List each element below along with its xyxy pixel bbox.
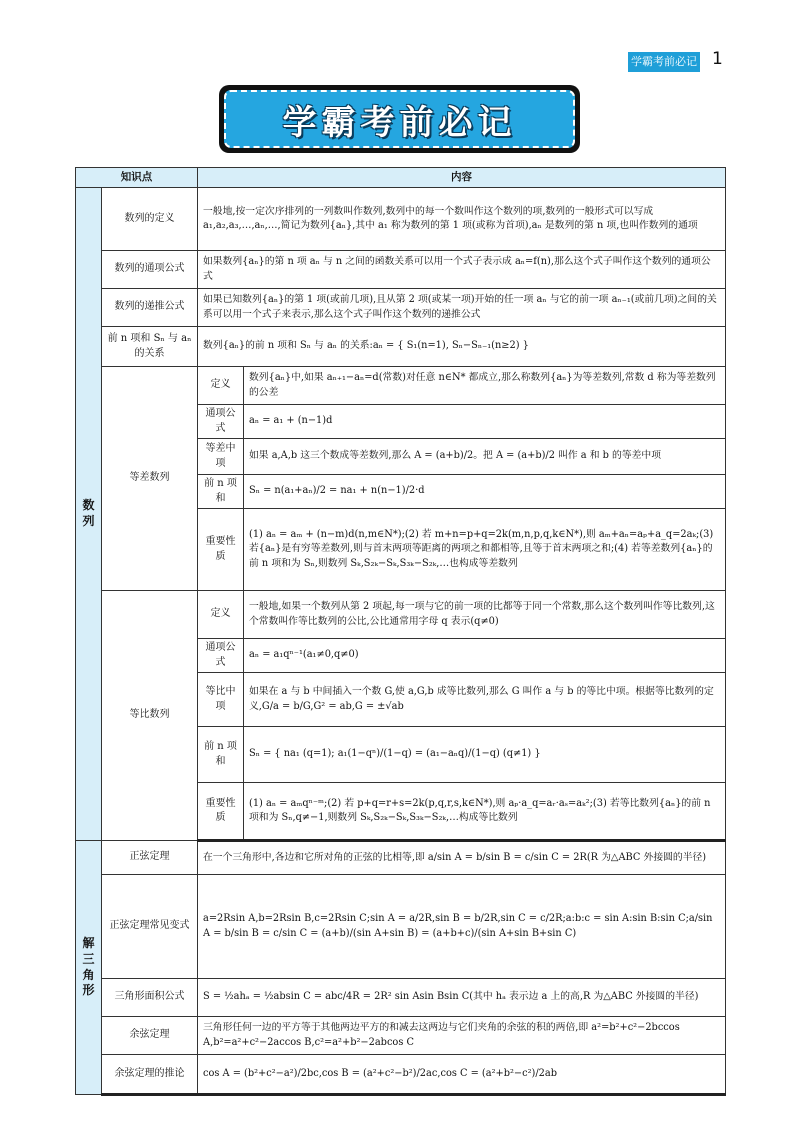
topic-cell: 数列的递推公式 bbox=[102, 289, 198, 327]
table-row bbox=[76, 979, 726, 1017]
topic-cell: 前 n 项和 Sₙ 与 aₙ 的关系 bbox=[102, 327, 198, 367]
content-cell: cos A = (b²+c²−a²)/2bc,cos B = (a²+c²−b²)/2ac,cos C = (a²+b²−c²)/2ab bbox=[198, 1055, 726, 1095]
content-cell: 如果在 a 与 b 中间插入一个数 G,使 a,G,b 成等比数列,那么 G 叫作 a 与 b 的等比中项。根据等比数列的定义,G/a = b/G,G² = ab,G = ±√ab bbox=[244, 673, 726, 727]
content-cell: a=2Rsin A,b=2Rsin B,c=2Rsin C;sin A = a/2R,sin B = b/2R,sin C = c/2R;a:b:c = sin A:sin B:sin C;a/sin A = b/sin B = c/sin C = (a+b)/(sin A+sin B) = (a+b+c)/(sin A+sin B+sin C) bbox=[198, 875, 726, 979]
section-tag: 学霸考前必记 bbox=[628, 52, 700, 72]
subtopic-cell: 定义 bbox=[198, 591, 244, 639]
category-triangle: 解三角形 bbox=[76, 841, 102, 1095]
page-title: 学霸考前必记 bbox=[282, 102, 517, 143]
content-cell: 一般地,如果一个数列从第 2 项起,每一项与它的前一项的比都等于同一个常数,那么这个数列叫作等比数列,这个常数叫作等比数列的公比,公比通常用字母 q 表示(q≠0) bbox=[244, 591, 726, 639]
header-content: 内容 bbox=[198, 168, 726, 188]
table-row bbox=[76, 251, 726, 289]
content-cell: 数列{aₙ}的前 n 项和 Sₙ 与 aₙ 的关系:aₙ = { S₁(n=1), Sₙ−Sₙ₋₁(n≥2) } bbox=[198, 327, 726, 367]
subtopic-cell: 通项公式 bbox=[198, 405, 244, 439]
content-cell: Sₙ = { na₁ (q=1); a₁(1−qⁿ)/(1−q) = (a₁−aₙq)/(1−q) (q≠1) } bbox=[244, 727, 726, 783]
topic-cell: 余弦定理 bbox=[102, 1017, 198, 1055]
content-cell: 在一个三角形中,各边和它所对角的正弦的比相等,即 a/sin A = b/sin B = c/sin C = 2R(R 为△ABC 外接圆的半径) bbox=[198, 841, 726, 875]
content-cell: (1) aₙ = aₘqⁿ⁻ᵐ;(2) 若 p+q=r+s=2k(p,q,r,s,k∈N*),则 aₚ·a_q=aᵣ·aₛ=aₖ²;(3) 若等比数列{aₙ}的前 n 项和为 Sₙ,q≠−1,则数列 Sₖ,S₂ₖ−Sₖ,S₃ₖ−S₂ₖ,…构成等比数列 bbox=[244, 783, 726, 841]
content-cell: 如果 a,A,b 这三个数成等差数列,那么 A = (a+b)/2。把 A = (a+b)/2 叫作 a 和 b 的等差中项 bbox=[244, 439, 726, 475]
table-row bbox=[76, 1055, 726, 1095]
content-cell: aₙ = a₁ + (n−1)d bbox=[244, 405, 726, 439]
topic-cell: 正弦定理常见变式 bbox=[102, 875, 198, 979]
subtopic-cell: 定义 bbox=[198, 367, 244, 405]
subtopic-cell: 重要性质 bbox=[198, 509, 244, 591]
content-cell: 三角形任何一边的平方等于其他两边平方的和减去这两边与它们夹角的余弦的积的两倍,即 a²=b²+c²−2bccos A,b²=a²+c²−2accos B,c²=a²+b²−2abcos C bbox=[198, 1017, 726, 1055]
topic-cell: 余弦定理的推论 bbox=[102, 1055, 198, 1095]
subtopic-cell: 前 n 项和 bbox=[198, 475, 244, 509]
table-row bbox=[76, 289, 726, 327]
category-sequence: 数列 bbox=[76, 188, 102, 841]
content-cell: S = ½ahₐ = ½absin C = abc/4R = 2R² sin Asin Bsin C(其中 hₐ 表示边 a 上的高,R 为△ABC 外接圆的半径) bbox=[198, 979, 726, 1017]
table-row bbox=[76, 1017, 726, 1055]
subtopic-cell: 前 n 项和 bbox=[198, 727, 244, 783]
subtopic-cell: 通项公式 bbox=[198, 639, 244, 673]
subtopic-cell: 等差中项 bbox=[198, 439, 244, 475]
content-cell: 数列{aₙ}中,如果 aₙ₊₁−aₙ=d(常数)对任意 n∈N* 都成立,那么称数列{aₙ}为等差数列,常数 d 称为等差数列的公差 bbox=[244, 367, 726, 405]
knowledge-table bbox=[75, 167, 726, 1096]
topic-cell: 等比数列 bbox=[102, 591, 198, 841]
subtopic-cell: 重要性质 bbox=[198, 783, 244, 841]
title-banner-inner bbox=[224, 90, 575, 148]
table-row bbox=[76, 188, 726, 251]
content-cell: Sₙ = n(a₁+aₙ)/2 = na₁ + n(n−1)/2·d bbox=[244, 475, 726, 509]
topic-cell: 数列的定义 bbox=[102, 188, 198, 251]
content-cell: aₙ = a₁qⁿ⁻¹(a₁≠0,q≠0) bbox=[244, 639, 726, 673]
table-row bbox=[76, 875, 726, 979]
table-row bbox=[76, 841, 726, 875]
topic-cell: 正弦定理 bbox=[102, 841, 198, 875]
table-row bbox=[76, 367, 726, 405]
table-row bbox=[76, 327, 726, 367]
topic-cell: 三角形面积公式 bbox=[102, 979, 198, 1017]
content-cell: 如果已知数列{aₙ}的第 1 项(或前几项),且从第 2 项(或某一项)开始的任一项 aₙ 与它的前一项 aₙ₋₁(或前几项)之间的关系可以用一个式子来表示,那么这个式子叫作这个数列的递推公式 bbox=[198, 289, 726, 327]
page-number: 1 bbox=[712, 49, 723, 69]
content-cell: (1) aₙ = aₘ + (n−m)d(n,m∈N*);(2) 若 m+n=p+q=2k(m,n,p,q,k∈N*),则 aₘ+aₙ=aₚ+a_q=2aₖ;(3) 若{aₙ}是有穷等差数列,则与首末两项等距离的两项之和都相等,且等于首末两项之和;(4) 若等差数列{aₙ}的前 n 项和为 Sₙ,则数列 Sₖ,S₂ₖ−Sₖ,S₃ₖ−S₂ₖ,…也构成等差数列 bbox=[244, 509, 726, 591]
title-banner bbox=[219, 85, 580, 153]
subtopic-cell: 等比中项 bbox=[198, 673, 244, 727]
table-header-row bbox=[76, 168, 726, 188]
content-cell: 一般地,按一定次序排列的一列数叫作数列,数列中的每一个数叫作这个数列的项,数列的一般形式可以写成 a₁,a₂,a₃,…,aₙ,…,简记为数列{aₙ},其中 a₁ 称为数列的第 1 项(或称为首项),aₙ 是数列的第 n 项,也叫作数列的通项 bbox=[198, 188, 726, 251]
header-topic: 知识点 bbox=[76, 168, 198, 188]
topic-cell: 数列的通项公式 bbox=[102, 251, 198, 289]
topic-cell: 等差数列 bbox=[102, 367, 198, 591]
table-row bbox=[76, 591, 726, 639]
content-cell: 如果数列{aₙ}的第 n 项 aₙ 与 n 之间的函数关系可以用一个式子表示成 aₙ=f(n),那么这个式子叫作这个数列的通项公式 bbox=[198, 251, 726, 289]
